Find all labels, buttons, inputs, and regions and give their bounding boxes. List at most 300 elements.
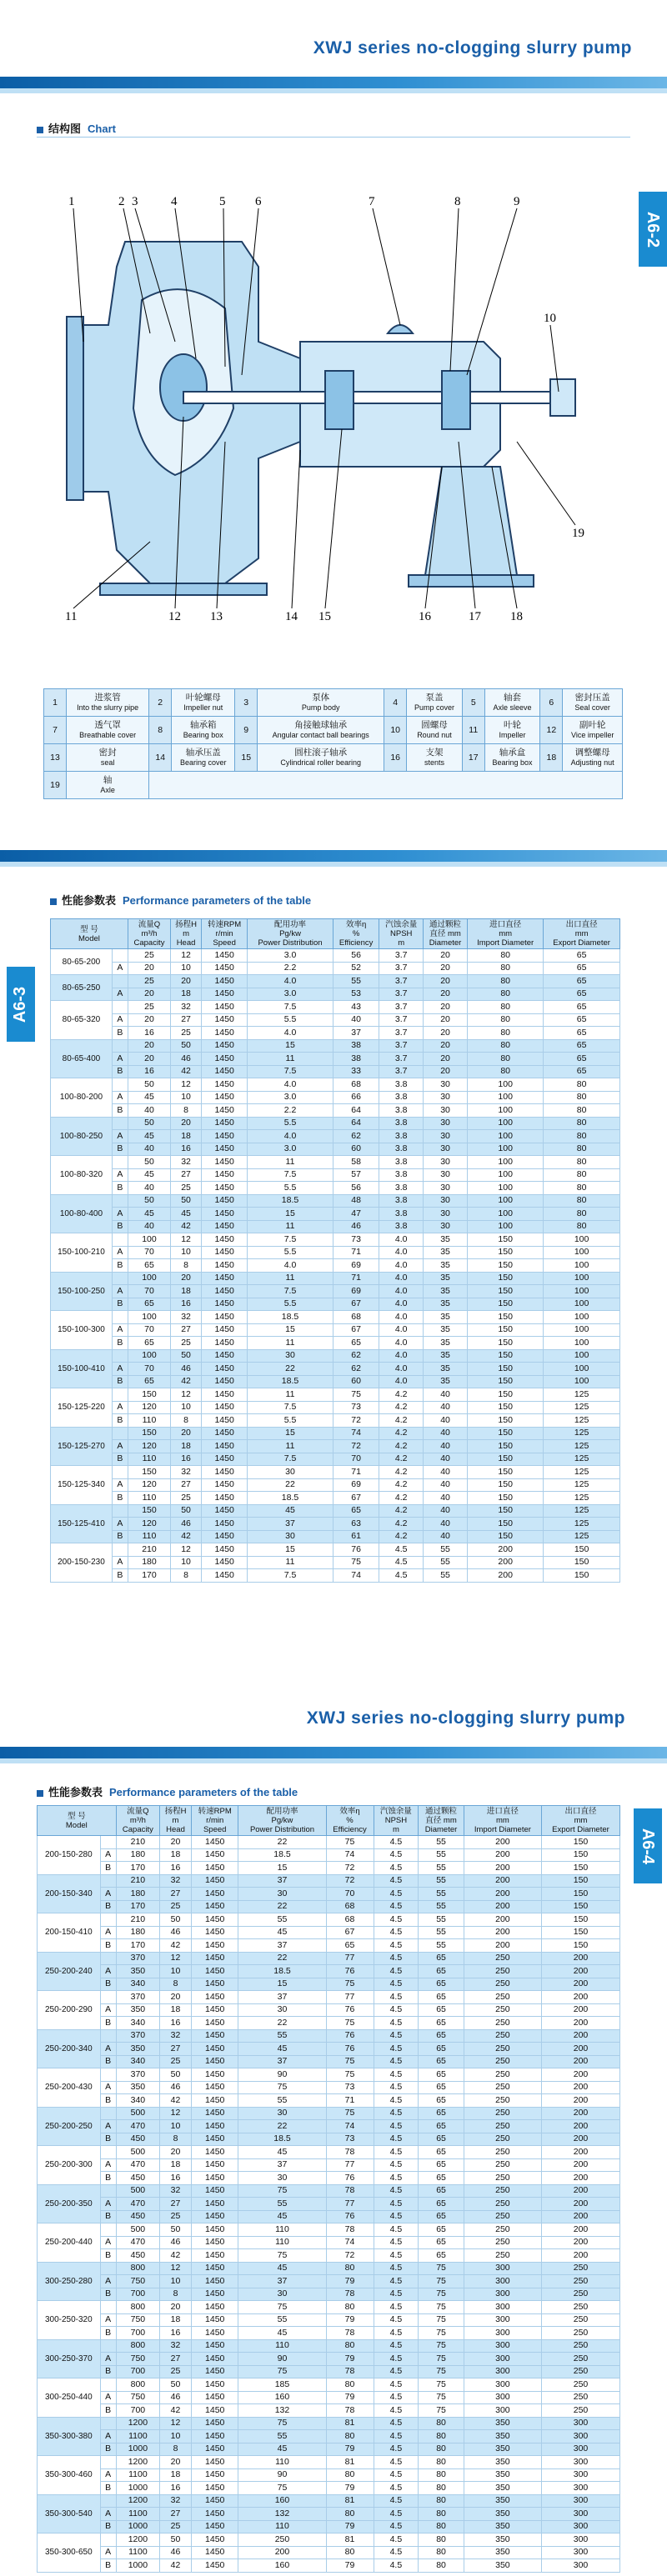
value-cell: 1450 [202, 1440, 248, 1453]
value-cell: 200 [542, 1952, 620, 1965]
value-cell: 3.0 [248, 1091, 334, 1104]
value-cell: 10 [171, 962, 202, 975]
value-cell: 5.5 [248, 1298, 334, 1311]
variant-cell: B [112, 1104, 128, 1118]
value-cell: 55 [419, 1939, 464, 1953]
variant-cell [100, 1991, 116, 2004]
value-cell: 18 [160, 2468, 192, 2482]
value-cell: 5.5 [248, 1414, 334, 1428]
value-cell: 65 [419, 2210, 464, 2223]
value-cell: 3.0 [248, 1143, 334, 1156]
value-cell: 750 [116, 2353, 159, 2366]
part-name-cn: 轴 [103, 775, 113, 785]
table-row [51, 1130, 620, 1143]
model-cell: 250-200-350 [38, 2184, 101, 2223]
value-cell: 80 [544, 1220, 620, 1233]
callout-15: 15 [318, 610, 331, 623]
value-cell: 110 [128, 1530, 170, 1543]
performance-table-1 [50, 918, 620, 1583]
value-cell: 200 [542, 2094, 620, 2108]
part-name [563, 689, 623, 717]
model-cell: 350-300-380 [38, 2417, 101, 2456]
value-cell: 4.0 [248, 1130, 334, 1143]
value-cell: 65 [544, 975, 620, 988]
value-cell: 80 [468, 1053, 544, 1066]
value-cell: 1450 [202, 1492, 248, 1505]
table-row [38, 1926, 620, 1939]
value-cell: 7.5 [248, 1453, 334, 1466]
value-cell: 200 [542, 2107, 620, 2120]
table-row [38, 2456, 620, 2469]
table-row [51, 1117, 620, 1130]
value-cell: 35 [423, 1298, 467, 1311]
value-cell: 20 [423, 1039, 467, 1053]
value-cell: 1000 [116, 2443, 159, 2456]
value-cell: 200 [542, 2249, 620, 2263]
value-cell: 63 [333, 1518, 379, 1531]
model-cell: 80-65-320 [51, 1001, 113, 1040]
variant-cell: A [100, 2391, 116, 2404]
value-cell: 15 [238, 1978, 326, 1991]
value-cell: 150 [542, 1848, 620, 1862]
part-name-en: Cylindrical roller bearing [280, 758, 361, 767]
performance-table-2 [37, 1805, 620, 2573]
value-cell: 73 [326, 2081, 374, 2094]
value-cell: 78 [326, 2223, 374, 2237]
table-row [51, 1569, 620, 1583]
table-row [38, 1965, 620, 1978]
model-cell: 150-125-270 [51, 1427, 113, 1466]
value-cell: 1450 [191, 2133, 238, 2146]
value-cell: 250 [464, 2184, 541, 2198]
variant-cell: B [100, 2094, 116, 2108]
table-row [38, 2081, 620, 2094]
value-cell: 170 [128, 1569, 170, 1583]
value-cell: 57 [333, 1168, 379, 1182]
header-band [0, 77, 667, 88]
value-cell: 65 [128, 1337, 170, 1350]
table-row [38, 2249, 620, 2263]
value-cell: 80 [326, 2378, 374, 2392]
value-cell: 8 [160, 2288, 192, 2301]
part-name [67, 744, 149, 772]
column-header-unit: NPSH [390, 929, 413, 938]
value-cell: 4.0 [379, 1246, 424, 1259]
variant-cell: A [100, 2236, 116, 2249]
value-cell: 200 [542, 2158, 620, 2172]
value-cell: 30 [423, 1130, 467, 1143]
value-cell: 3.7 [379, 988, 424, 1001]
value-cell: 250 [542, 2313, 620, 2327]
value-cell: 4.5 [374, 2508, 419, 2521]
section-heading-chart: 结构图 Chart [37, 120, 116, 136]
value-cell: 75 [238, 2365, 326, 2378]
value-cell: 4.5 [374, 2275, 419, 2288]
value-cell: 170 [116, 1939, 159, 1953]
column-header-en: Efficiency [339, 938, 374, 948]
value-cell: 3.7 [379, 1039, 424, 1053]
model-cell: 350-300-540 [38, 2494, 101, 2533]
value-cell: 250 [464, 2249, 541, 2263]
column-header-unit: mm [574, 929, 589, 938]
value-cell: 132 [238, 2508, 326, 2521]
value-cell: 300 [542, 2559, 620, 2573]
variant-cell: A [100, 2508, 116, 2521]
value-cell: 200 [464, 1939, 541, 1953]
column-header-en: Diameter [429, 938, 462, 948]
table-row [51, 1039, 620, 1053]
value-cell: 10 [171, 1556, 202, 1569]
value-cell: 20 [160, 1991, 192, 2004]
value-cell: 1450 [191, 2081, 238, 2094]
value-cell: 100 [544, 1311, 620, 1324]
value-cell: 100 [544, 1363, 620, 1376]
value-cell: 150 [468, 1414, 544, 1428]
value-cell: 65 [333, 1337, 379, 1350]
value-cell: 1450 [202, 1156, 248, 1169]
value-cell: 4.5 [374, 1913, 419, 1927]
value-cell: 46 [171, 1518, 202, 1531]
table-row [38, 2029, 620, 2043]
value-cell: 18.5 [248, 1194, 334, 1208]
table-row [38, 2378, 620, 2392]
part-name-en: Pump cover [414, 703, 454, 712]
value-cell: 150 [468, 1363, 544, 1376]
value-cell: 150 [468, 1440, 544, 1453]
table-row [38, 2365, 620, 2378]
value-cell: 40 [423, 1504, 467, 1518]
variant-cell: B [112, 1337, 128, 1350]
value-cell: 3.7 [379, 1053, 424, 1066]
value-cell: 55 [423, 1543, 467, 1557]
table-row [38, 2508, 620, 2521]
value-cell: 1450 [202, 1246, 248, 1259]
value-cell: 32 [171, 1311, 202, 1324]
value-cell: 80 [419, 2443, 464, 2456]
value-cell: 150 [542, 1900, 620, 1913]
value-cell: 16 [128, 1027, 170, 1040]
value-cell: 1450 [202, 1427, 248, 1440]
value-cell: 42 [160, 2404, 192, 2418]
value-cell: 210 [116, 1836, 159, 1849]
part-number: 11 [462, 717, 484, 744]
value-cell: 300 [464, 2262, 541, 2275]
variant-cell [112, 975, 128, 988]
value-cell: 200 [542, 2068, 620, 2082]
value-cell: 65 [419, 2081, 464, 2094]
value-cell: 65 [544, 1065, 620, 1078]
value-cell: 67 [326, 1926, 374, 1939]
value-cell: 25 [160, 2210, 192, 2223]
value-cell: 30 [238, 2003, 326, 2017]
value-cell: 1450 [191, 1978, 238, 1991]
variant-cell [112, 1233, 128, 1247]
value-cell: 15 [248, 1323, 334, 1337]
value-cell: 30 [423, 1091, 467, 1104]
table-row [51, 975, 620, 988]
value-cell: 100 [468, 1130, 544, 1143]
value-cell: 1000 [116, 2520, 159, 2533]
table-row [38, 2520, 620, 2533]
value-cell: 18.5 [248, 1492, 334, 1505]
value-cell: 3.7 [379, 962, 424, 975]
value-cell: 75 [419, 2353, 464, 2366]
value-cell: 250 [464, 2133, 541, 2146]
value-cell: 8 [160, 1978, 192, 1991]
value-cell: 1450 [202, 1194, 248, 1208]
value-cell: 10 [160, 2430, 192, 2443]
column-header [171, 919, 202, 949]
section-heading-perf-1: 性能参数表 Performance parameters of the table [50, 892, 311, 908]
value-cell: 18 [171, 1130, 202, 1143]
value-cell: 4.0 [379, 1233, 424, 1247]
value-cell: 56 [333, 949, 379, 963]
model-cell: 150-100-300 [51, 1311, 113, 1350]
value-cell: 12 [160, 2262, 192, 2275]
value-cell: 55 [419, 1913, 464, 1927]
value-cell: 75 [238, 2184, 326, 2198]
column-header-cn: 汽蚀余量 [385, 920, 418, 929]
value-cell: 750 [116, 2275, 159, 2288]
value-cell: 250 [464, 1978, 541, 1991]
value-cell: 3.8 [379, 1130, 424, 1143]
value-cell: 150 [542, 1888, 620, 1901]
value-cell: 75 [419, 2275, 464, 2288]
base-foot [409, 575, 534, 587]
support-bracket-shape [425, 467, 517, 575]
value-cell: 4.2 [379, 1388, 424, 1402]
callout-13: 13 [210, 610, 223, 623]
value-cell: 300 [542, 2482, 620, 2495]
table-row [38, 2172, 620, 2185]
value-cell: 700 [116, 2288, 159, 2301]
value-cell: 150 [468, 1323, 544, 1337]
value-cell: 250 [464, 2055, 541, 2068]
table-row [38, 2559, 620, 2573]
value-cell: 470 [116, 2236, 159, 2249]
variant-cell [112, 1311, 128, 1324]
model-cell: 200-150-280 [38, 1836, 101, 1875]
value-cell: 74 [333, 1569, 379, 1583]
part-number: 19 [44, 772, 67, 799]
value-cell: 100 [544, 1323, 620, 1337]
value-cell: 12 [160, 1952, 192, 1965]
value-cell: 3.8 [379, 1220, 424, 1233]
value-cell: 27 [171, 1013, 202, 1027]
value-cell: 79 [326, 2391, 374, 2404]
value-cell: 50 [128, 1156, 170, 1169]
value-cell: 11 [248, 1337, 334, 1350]
value-cell: 80 [544, 1104, 620, 1118]
column-header [379, 919, 424, 949]
value-cell: 52 [333, 962, 379, 975]
value-cell: 16 [171, 1298, 202, 1311]
value-cell: 10 [160, 1965, 192, 1978]
value-cell: 35 [423, 1349, 467, 1363]
value-cell: 210 [116, 1913, 159, 1927]
table-row [38, 2198, 620, 2211]
variant-cell: B [112, 1453, 128, 1466]
value-cell: 250 [542, 2353, 620, 2366]
value-cell: 50 [160, 1913, 192, 1927]
value-cell: 72 [326, 1874, 374, 1888]
value-cell: 180 [116, 1888, 159, 1901]
value-cell: 200 [464, 1874, 541, 1888]
value-cell: 4.2 [379, 1504, 424, 1518]
value-cell: 4.5 [374, 2017, 419, 2030]
value-cell: 65 [419, 2029, 464, 2043]
value-cell: 200 [542, 2081, 620, 2094]
variant-cell [100, 1952, 116, 1965]
value-cell: 1450 [191, 1836, 238, 1849]
part-name-cn: 泵盖 [425, 693, 444, 703]
table-row [38, 2094, 620, 2108]
value-cell: 77 [326, 2198, 374, 2211]
model-cell: 250-200-300 [38, 2146, 101, 2185]
value-cell: 80 [468, 962, 544, 975]
value-cell: 43 [333, 1001, 379, 1014]
table-row [51, 1182, 620, 1195]
value-cell: 35 [423, 1285, 467, 1298]
section-bullet-icon [50, 898, 57, 905]
value-cell: 150 [542, 1836, 620, 1849]
value-cell: 150 [468, 1504, 544, 1518]
part-number: 15 [235, 744, 258, 772]
value-cell: 350 [464, 2508, 541, 2521]
value-cell: 11 [248, 1388, 334, 1402]
value-cell: 20 [160, 2456, 192, 2469]
value-cell: 150 [468, 1272, 544, 1285]
value-cell: 200 [464, 1888, 541, 1901]
variant-cell [112, 1427, 128, 1440]
value-cell: 350 [116, 1965, 159, 1978]
value-cell: 200 [542, 2236, 620, 2249]
value-cell: 30 [238, 1888, 326, 1901]
value-cell: 1450 [191, 2068, 238, 2082]
value-cell: 47 [333, 1208, 379, 1221]
column-header-en: Diameter [424, 1825, 458, 1834]
column-header [202, 919, 248, 949]
table-row [38, 1913, 620, 1927]
value-cell: 1450 [202, 1053, 248, 1066]
value-cell: 80 [468, 1065, 544, 1078]
pump-cross-section-diagram [50, 192, 600, 625]
value-cell: 370 [116, 2068, 159, 2082]
value-cell: 25 [128, 1001, 170, 1014]
header-band-light [0, 1758, 667, 1763]
value-cell: 75 [419, 2339, 464, 2353]
variant-cell [100, 2417, 116, 2430]
value-cell: 250 [464, 2146, 541, 2159]
value-cell: 65 [419, 2094, 464, 2108]
value-cell: 1450 [191, 2107, 238, 2120]
value-cell: 250 [464, 2210, 541, 2223]
variant-cell: B [100, 2210, 116, 2223]
table-row [51, 1440, 620, 1453]
value-cell: 1200 [116, 2456, 159, 2469]
value-cell: 32 [171, 1001, 202, 1014]
value-cell: 50 [171, 1039, 202, 1053]
part-name [172, 689, 235, 717]
value-cell: 150 [468, 1246, 544, 1259]
value-cell: 370 [116, 1991, 159, 2004]
value-cell: 20 [128, 1013, 170, 1027]
value-cell: 72 [333, 1414, 379, 1428]
column-header [544, 919, 620, 949]
value-cell: 500 [116, 2107, 159, 2120]
value-cell: 250 [542, 2275, 620, 2288]
model-cell: 200-150-410 [38, 1913, 101, 1953]
column-header-en: Model [78, 933, 100, 943]
column-header [423, 919, 467, 949]
value-cell: 110 [128, 1453, 170, 1466]
variant-cell: A [112, 1440, 128, 1453]
value-cell: 30 [423, 1194, 467, 1208]
value-cell: 15 [248, 1427, 334, 1440]
value-cell: 250 [238, 2533, 326, 2547]
value-cell: 350 [464, 2482, 541, 2495]
value-cell: 350 [116, 2043, 159, 2056]
variant-cell: A [112, 1053, 128, 1066]
model-cell: 250-200-290 [38, 1991, 101, 2030]
value-cell: 75 [419, 2288, 464, 2301]
table-row [51, 1168, 620, 1182]
value-cell: 1450 [191, 2055, 238, 2068]
value-cell: 70 [128, 1363, 170, 1376]
value-cell: 45 [238, 2443, 326, 2456]
table-row [38, 2158, 620, 2172]
part-name [172, 717, 235, 744]
value-cell: 11 [248, 1272, 334, 1285]
pump-foot [100, 583, 267, 595]
variant-cell [100, 2223, 116, 2237]
value-cell: 37 [238, 1991, 326, 2004]
header-band [0, 1747, 667, 1758]
value-cell: 250 [464, 2172, 541, 2185]
value-cell: 37 [238, 2275, 326, 2288]
value-cell: 1450 [202, 1259, 248, 1273]
variant-cell: B [112, 1298, 128, 1311]
value-cell: 4.5 [374, 2559, 419, 2573]
value-cell: 77 [326, 1952, 374, 1965]
value-cell: 250 [542, 2262, 620, 2275]
part-name-cn: 透气罩 [94, 720, 121, 730]
variant-cell: B [112, 1492, 128, 1505]
part-number: 17 [462, 744, 484, 772]
value-cell: 200 [542, 2146, 620, 2159]
value-cell: 32 [160, 2029, 192, 2043]
value-cell: 1450 [191, 2198, 238, 2211]
value-cell: 12 [171, 949, 202, 963]
table-row [38, 2301, 620, 2314]
value-cell: 1450 [202, 975, 248, 988]
value-cell: 80 [326, 2468, 374, 2482]
model-cell: 350-300-460 [38, 2456, 101, 2495]
value-cell: 5.5 [248, 1182, 334, 1195]
value-cell: 4.0 [379, 1311, 424, 1324]
value-cell: 65 [419, 2249, 464, 2263]
model-cell: 80-65-400 [51, 1039, 113, 1078]
value-cell: 340 [116, 1978, 159, 1991]
part-name [407, 717, 463, 744]
value-cell: 80 [468, 1001, 544, 1014]
value-cell: 1450 [191, 2443, 238, 2456]
value-cell: 65 [544, 1013, 620, 1027]
column-header-cn: 出口直径 [565, 920, 598, 929]
variant-cell: B [100, 2249, 116, 2263]
value-cell: 67 [333, 1492, 379, 1505]
value-cell: 200 [542, 2017, 620, 2030]
